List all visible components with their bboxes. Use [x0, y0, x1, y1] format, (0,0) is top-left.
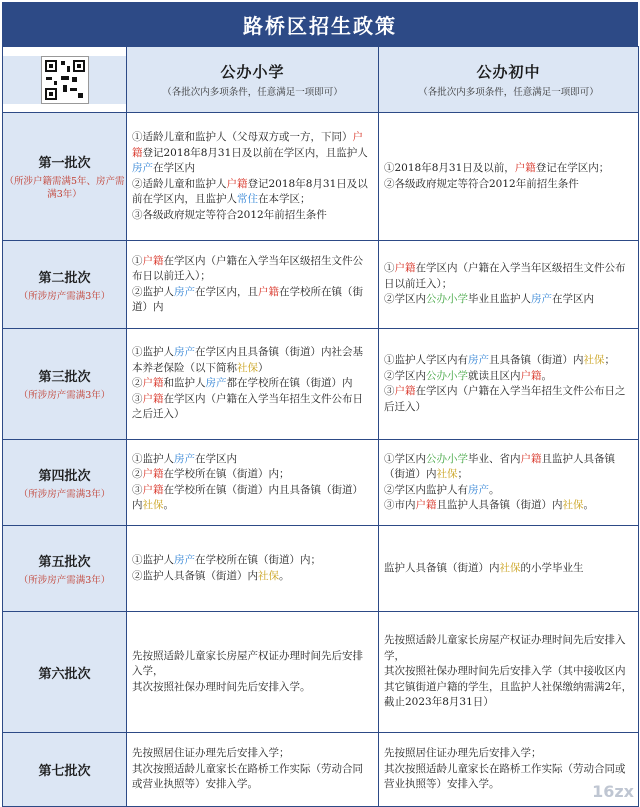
highlight-term: 户籍 — [142, 254, 164, 267]
primary-school-note: （各批次内多项条件，任意满足一项即可） — [162, 86, 343, 98]
condition-text: ① — [384, 262, 395, 275]
condition-text: ③ — [132, 483, 143, 496]
condition-text: 其次按照适龄儿童家长在路桥工作实际（劳动合同或营业执照等）安排入学。 — [384, 762, 626, 791]
condition-text: 其次按照社保办理时间先后安排入学。 — [132, 680, 311, 693]
highlight-term: 社保 — [237, 361, 258, 374]
condition-text: ①2018年8月31日及以前， — [384, 162, 515, 174]
primary-school-conditions — [127, 113, 379, 241]
condition-item — [384, 483, 633, 499]
condition-text: 且监护人具备镇（街道）内 — [436, 499, 563, 511]
condition-text: ②各级政府规定等符合2012年前招生条件 — [384, 177, 579, 190]
condition-text: 在学区内（户籍在入学当年区级招生文件公布日以前迁入）； — [384, 262, 626, 290]
condition-text: 都在学校所在镇（街道）内 — [226, 377, 353, 390]
condition-item — [132, 452, 373, 468]
condition-text: ②学区内监护人有 — [384, 483, 468, 496]
batch-row — [3, 241, 639, 329]
highlight-term: 户籍 — [142, 483, 164, 496]
condition-item — [384, 633, 633, 664]
condition-text: 。 — [541, 369, 552, 382]
middle-school-header — [379, 47, 639, 113]
primary-school-conditions — [127, 526, 379, 612]
batch-note: （所涉房产需满3年） — [18, 574, 111, 586]
middle-school-conditions — [379, 241, 639, 329]
header-row — [3, 47, 639, 113]
middle-school-note: （各批次内多项条件，任意满足一项即可） — [418, 86, 599, 98]
condition-text: ②学区内 — [384, 369, 426, 382]
condition-item — [384, 561, 633, 577]
batch-name: 第一批次 — [38, 156, 91, 171]
highlight-term: 房产 — [174, 554, 195, 566]
condition-text: ②适龄儿童和监护人 — [132, 177, 227, 190]
condition-item — [384, 292, 633, 308]
condition-item — [384, 353, 633, 369]
condition-text: ） — [258, 361, 269, 374]
batch-row — [3, 113, 639, 241]
condition-item — [384, 452, 633, 483]
condition-item — [384, 498, 633, 514]
condition-text: ③ — [132, 392, 143, 405]
condition-text: 在学校所在镇（街道）内 — [132, 285, 363, 313]
batch-name: 第三批次 — [38, 370, 91, 385]
condition-item — [384, 746, 633, 762]
highlight-term: 房产 — [468, 483, 489, 496]
condition-text: 在学区内 — [195, 452, 237, 465]
condition-text: 在学区内（户籍在入学当年招生文件公布日之后迁入） — [132, 392, 363, 421]
condition-text: ； — [604, 354, 615, 366]
condition-text: 监护人具备镇（街道）内 — [384, 561, 500, 574]
qr-code-icon — [41, 56, 89, 104]
condition-text: 和监护人 — [163, 377, 206, 390]
highlight-term: 社保 — [142, 499, 164, 511]
highlight-term: 公办小学 — [426, 369, 468, 382]
condition-item — [132, 345, 373, 376]
condition-text: 先按照适龄儿童家长房屋产权证办理时间先后安排入学， — [384, 634, 626, 662]
condition-item — [132, 762, 373, 793]
condition-text: 在学区内，且 — [195, 285, 258, 298]
highlight-term: 公办小学 — [426, 452, 468, 465]
batch-cell — [3, 329, 127, 440]
batch-cell — [3, 440, 127, 526]
highlight-term: 户籍 — [520, 369, 542, 382]
policy-table — [2, 46, 639, 807]
condition-text: ③市内 — [384, 499, 416, 511]
condition-text: 先按照居住证办理先后安排入学； — [132, 747, 290, 760]
highlight-term: 房产 — [205, 377, 227, 390]
condition-text: ①监护人 — [132, 346, 174, 359]
highlight-term: 常住 — [237, 193, 258, 205]
primary-school-conditions — [127, 329, 379, 440]
highlight-term: 户籍 — [394, 385, 416, 397]
watermark-logo: 16zx — [592, 782, 634, 801]
highlight-term: 房产 — [174, 346, 195, 359]
condition-item — [132, 649, 373, 680]
middle-school-conditions — [379, 113, 639, 241]
condition-item — [132, 467, 373, 483]
batch-cell — [3, 526, 127, 612]
condition-text: ① — [132, 254, 143, 267]
batch-note: （所涉房产需满3年） — [18, 390, 111, 401]
condition-text: ①监护人 — [132, 452, 174, 465]
condition-text: 在学校所在镇（街道）内且具备镇（街道）内 — [132, 483, 363, 511]
primary-school-title: 公办小学 — [220, 62, 285, 81]
condition-text: 。 — [163, 499, 174, 511]
highlight-term: 户籍 — [142, 468, 164, 480]
condition-item — [384, 369, 633, 385]
batch-cell — [3, 612, 127, 733]
condition-text: ② — [132, 377, 143, 390]
batch-row — [3, 733, 639, 807]
highlight-term: 社保 — [436, 468, 458, 480]
condition-text: 。 — [279, 569, 290, 582]
highlight-term: 房产 — [132, 162, 153, 174]
condition-text: 登记2018年8月31日及以前在学区内，且监护人 — [132, 177, 368, 205]
batch-name: 第四批次 — [38, 468, 91, 484]
highlight-term: 户籍 — [258, 285, 279, 298]
middle-school-conditions — [379, 526, 639, 612]
condition-text: 在学区内 — [153, 162, 195, 174]
condition-text: ③各级政府规定等符合2012年前招生条件 — [132, 208, 327, 221]
condition-text: ①监护人 — [132, 554, 174, 566]
middle-school-conditions — [379, 329, 639, 440]
highlight-term: 户籍 — [520, 452, 542, 465]
highlight-term: 房产 — [468, 354, 489, 366]
condition-text: 在本学区； — [258, 193, 311, 205]
batch-note: （所涉房产需满3年） — [18, 488, 111, 500]
primary-school-conditions — [127, 733, 379, 807]
condition-text: ③ — [384, 385, 395, 397]
condition-text: 其次按照适龄儿童家长在路桥工作实际（劳动合同或营业执照等）安排入学。 — [132, 762, 363, 791]
highlight-term: 社保 — [583, 354, 605, 366]
condition-item — [384, 261, 633, 292]
condition-text: 毕业且监护人 — [468, 293, 531, 306]
highlight-term: 户籍 — [514, 162, 536, 174]
condition-text: 在学校所在镇（街道）内； — [163, 468, 290, 480]
highlight-term: 户籍 — [142, 392, 164, 405]
condition-item — [132, 483, 373, 514]
page-title: 路桥区招生政策 — [2, 2, 638, 46]
condition-text: 在学区内 — [552, 293, 594, 306]
condition-text: 先按照适龄儿童家长房屋产权证办理时间先后安排入学， — [132, 649, 363, 678]
batch-name: 第七批次 — [38, 764, 91, 779]
highlight-term: 户籍 — [415, 499, 437, 511]
highlight-term: 户籍 — [132, 131, 363, 159]
highlight-term: 房产 — [174, 285, 195, 298]
condition-text: ②监护人具备镇（街道）内 — [132, 569, 258, 582]
condition-text: 。 — [489, 483, 500, 496]
condition-text: 登记2018年8月31日及以前在学区内，且监护人 — [142, 146, 368, 159]
condition-text: ①学区内 — [384, 452, 426, 465]
condition-text: 且监护人具备镇（街道）内 — [384, 452, 615, 480]
condition-item — [132, 569, 373, 585]
primary-school-conditions — [127, 612, 379, 733]
condition-item — [132, 376, 373, 392]
condition-text: ②学区内 — [384, 293, 426, 306]
highlight-term: 公办小学 — [426, 293, 468, 306]
highlight-term: 户籍 — [142, 377, 164, 390]
batch-name: 第六批次 — [38, 666, 91, 682]
primary-school-conditions — [127, 241, 379, 329]
batch-row — [3, 329, 639, 440]
condition-text: ①监护人学区内有 — [384, 354, 468, 366]
condition-item — [132, 746, 373, 762]
batch-row — [3, 612, 639, 733]
highlight-term: 社保 — [258, 569, 279, 582]
middle-school-conditions — [379, 612, 639, 733]
condition-item — [132, 177, 373, 208]
condition-text: 且具备镇（街道）内 — [489, 354, 584, 366]
primary-school-header — [127, 47, 379, 113]
condition-item — [132, 285, 373, 316]
highlight-term: 社保 — [499, 561, 521, 574]
condition-item — [132, 130, 373, 177]
highlight-term: 房产 — [531, 293, 552, 306]
condition-item — [384, 161, 633, 177]
condition-item — [132, 680, 373, 696]
condition-text: 先按照居住证办理先后安排入学； — [384, 747, 542, 760]
condition-text: 登记在学区内； — [535, 162, 610, 174]
batch-note: （所涉房产需满3年） — [18, 290, 111, 302]
condition-item — [132, 208, 373, 224]
middle-school-title: 公办初中 — [476, 62, 541, 81]
condition-text: 的小学毕业生 — [520, 561, 584, 574]
middle-school-conditions — [379, 440, 639, 526]
batch-cell — [3, 733, 127, 807]
condition-text: 在学校所在镇（街道）内； — [195, 554, 321, 566]
batch-name: 第二批次 — [38, 270, 91, 286]
batch-note: （所涉户籍需满5年、房产需满3年） — [4, 176, 125, 200]
condition-text: 在学区内且具备镇（街道）内社会基本养老保险（以下简称 — [132, 346, 363, 374]
primary-school-conditions — [127, 440, 379, 526]
condition-text: 。 — [583, 499, 594, 511]
highlight-term: 社保 — [562, 499, 584, 511]
condition-item — [384, 384, 633, 415]
condition-item — [132, 254, 373, 285]
condition-text: ② — [132, 468, 143, 480]
batch-row — [3, 440, 639, 526]
condition-item — [384, 664, 633, 711]
batch-cell — [3, 241, 127, 329]
condition-text: 就读且区内 — [468, 369, 521, 382]
batch-name: 第五批次 — [38, 554, 91, 570]
batch-row — [3, 526, 639, 612]
condition-text: 在学区内（户籍在入学当年区级招生文件公布日以前迁入）； — [132, 254, 363, 282]
batch-cell — [3, 113, 127, 241]
condition-text: 在学区内（户籍在入学当年招生文件公布日之后迁入） — [384, 385, 626, 413]
condition-text: ； — [457, 468, 468, 480]
condition-text: 毕业、省内 — [468, 452, 521, 465]
highlight-term: 户籍 — [226, 177, 248, 190]
condition-text: ②监护人 — [132, 285, 174, 298]
qr-cell — [3, 47, 127, 113]
condition-item — [384, 177, 633, 193]
condition-text: ①适龄儿童和监护人（父母双方或一方，下同） — [132, 131, 353, 143]
condition-item — [132, 553, 373, 569]
highlight-term: 房产 — [174, 452, 195, 465]
highlight-term: 户籍 — [394, 262, 416, 275]
condition-item — [132, 392, 373, 423]
condition-text: 其次按照社保办理时间先后安排入学（其中接收区内其它镇街道户籍的学生，且监护人社保缴纳需满2年，截止2023年8月31日） — [384, 665, 633, 709]
